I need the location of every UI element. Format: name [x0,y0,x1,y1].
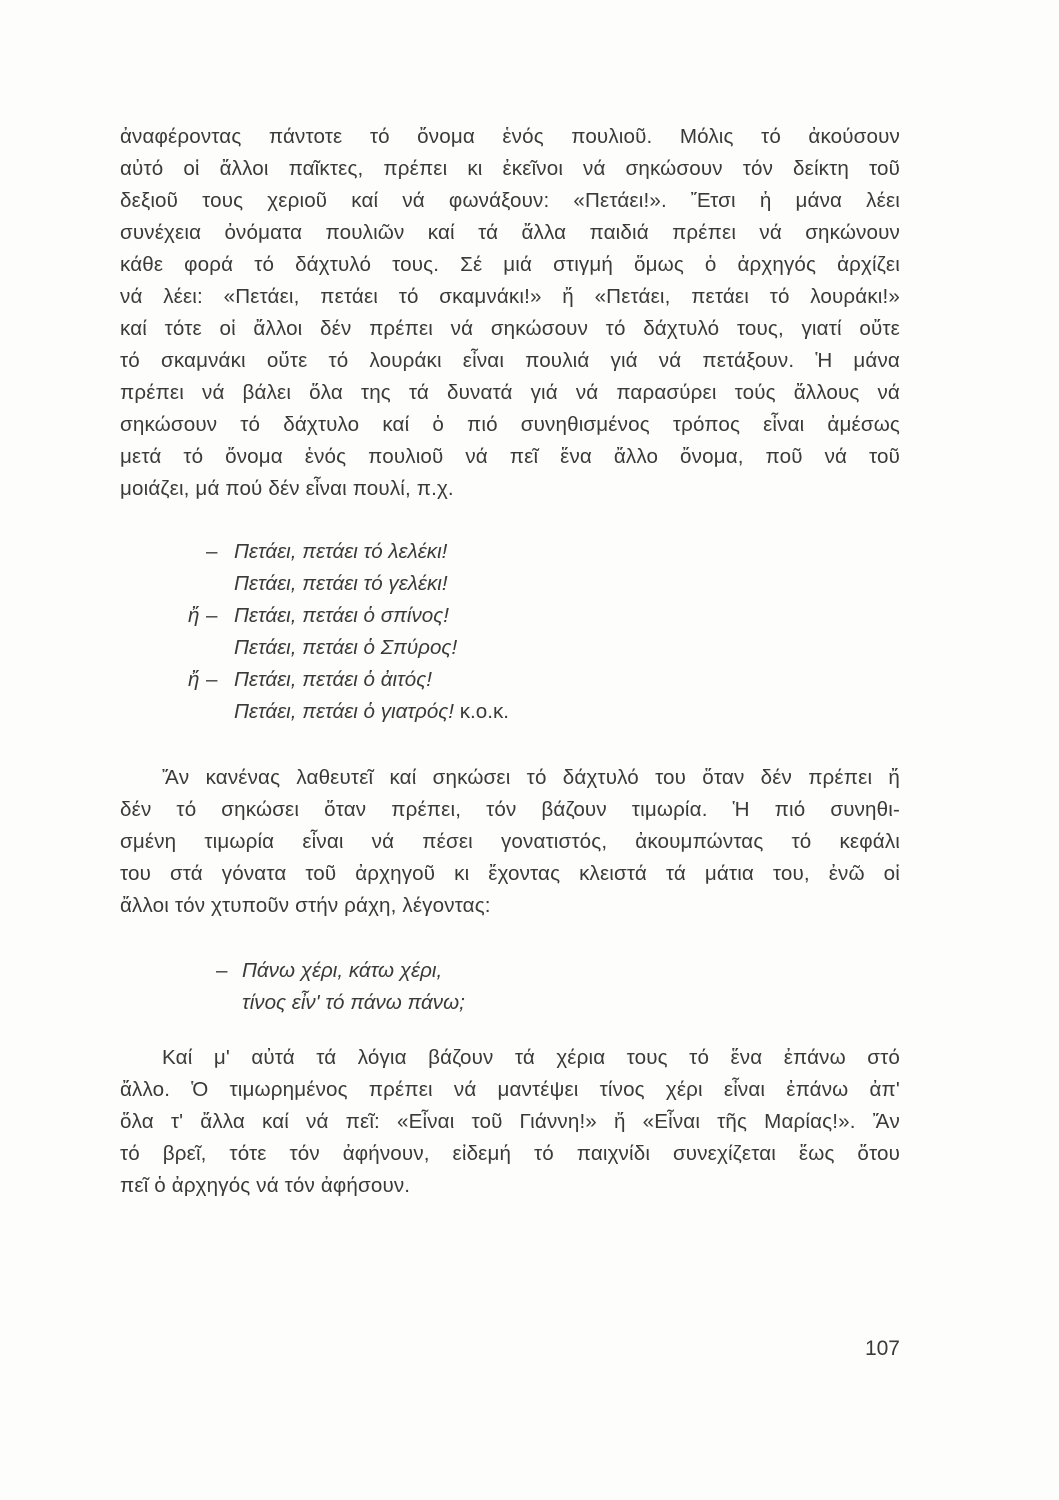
text-line: ὅλα τ' ἄλλα καί νά πεῖ: «Εἶναι τοῦ Γιάννη!» ἤ «Εἶναι τῆς Μαρίας!». Ἄν [120,1110,900,1133]
verse-mark: ἤ [188,668,200,691]
text-line: πρέπει νά βάλει ὅλα της τά δυνατά γιά νά παρασύρει τούς ἄλλους νά [120,381,900,404]
text-line: μετά τό ὄνομα ἑνός πουλιοῦ νά πεῖ ἕνα ἄλλο ὄνομα, ποῦ νά τοῦ [120,445,900,468]
text-line: τό σκαμνάκι οὔτε τό λουράκι εἶναι πουλιά γιά νά πετάξουν. Ἡ μάνα [120,349,900,372]
text-line: σηκώσουν τό δάχτυλο καί ὁ πιό συνηθισμένος τρόπος εἶναι ἀμέσως [120,413,900,436]
text-line: Ἄν κανένας λαθευτεῖ καί σηκώσει τό δάχτυλό του ὅταν δέν πρέπει ἤ [162,766,900,789]
verse-dash: – [216,959,228,982]
text-line: αὐτό οἱ ἄλλοι παῖκτες, πρέπει κι ἐκεῖνοι νά σηκώσουν τόν δείκτη τοῦ [120,157,900,180]
text-line: πεῖ ὁ ἀρχηγός νά τόν ἀφήσουν. [120,1174,411,1197]
text-line: δέν τό σηκώσει ὅταν πρέπει, τόν βάζουν τιμωρία. Ἡ πιό συνηθι- [120,798,900,821]
text-line: συνέχεια ὀνόματα πουλιῶν καί τά ἄλλα παιδιά πρέπει νά σηκώνουν [120,221,900,244]
text-line: του στά γόνατα τοῦ ἀρχηγοῦ κι ἔχοντας κλειστά τά μάτια του, ἐνῶ οἱ [120,862,900,885]
verse-mark: ἤ [188,604,200,627]
verse-tail: κ.ο.κ. [454,700,509,723]
text-line: ἄλλο. Ὁ τιμωρημένος πρέπει νά μαντέψει τίνος χέρι εἶναι ἐπάνω ἀπ' [120,1078,900,1101]
text-line: Καί μ' αὐτά τά λόγια βάζουν τά χέρια τους τό ἕνα ἐπάνω στό [162,1046,900,1069]
page-number: 107 [864,1337,900,1360]
verse-text: τίνος εἶν' τό πάνω πάνω; [242,991,465,1014]
text-line: ἄλλοι τόν χτυποῦν στήν ράχη, λέγοντας: [120,894,491,917]
text-line: κάθε φορά τό δάχτυλό τους. Σέ μιά στιγμή ὅμως ὁ ἀρχηγός ἀρχίζει [120,253,900,276]
verse-dash: – [206,668,218,691]
text-line: σμένη τιμωρία εἶναι νά πέσει γονατιστός, ἀκουμπώντας τό κεφάλι [120,830,900,853]
verse-text: Πετάει, πετάει ὁ Σπύρος! [234,636,458,659]
verse-text: Πετάει, πετάει ὁ σπίνος! [234,604,449,627]
verse-text: Πετάει, πετάει τό λελέκι! [234,540,448,563]
verse-text: Πάνω χέρι, κάτω χέρι, [242,959,443,982]
verse-text: Πετάει, πετάει ὁ ἀιτός! [234,668,432,691]
text-line: μοιάζει, μά πού δέν εἶναι πουλί, π.χ. [120,477,454,500]
verse-dash: – [206,604,218,627]
text-line: τό βρεῖ, τότε τόν ἀφήνουν, εἰδεμή τό παιχνίδι συνεχίζεται ἕως ὅτου [120,1142,900,1165]
verse-words: Πετάει, πετάει ὁ γιατρός! [234,700,455,723]
text-line: καί τότε οἱ ἄλλοι δέν πρέπει νά σηκώσουν τό δάχτυλό τους, γιατί οὔτε [120,317,900,340]
text-line: νά λέει: «Πετάει, πετάει τό σκαμνάκι!» ἤ «Πετάει, πετάει τό λουράκι!» [120,285,900,308]
verse-dash: – [206,540,218,563]
verse-text [234,696,509,728]
text-line: ἀναφέροντας πάντοτε τό ὄνομα ἑνός πουλιοῦ. Μόλις τό ἀκούσουν [120,125,900,148]
text-line: δεξιοῦ τους χεριοῦ καί νά φωνάξουν: «Πετάει!». Ἔτσι ἡ μάνα λέει [120,189,900,212]
verse-text: Πετάει, πετάει τό γελέκι! [234,572,448,595]
